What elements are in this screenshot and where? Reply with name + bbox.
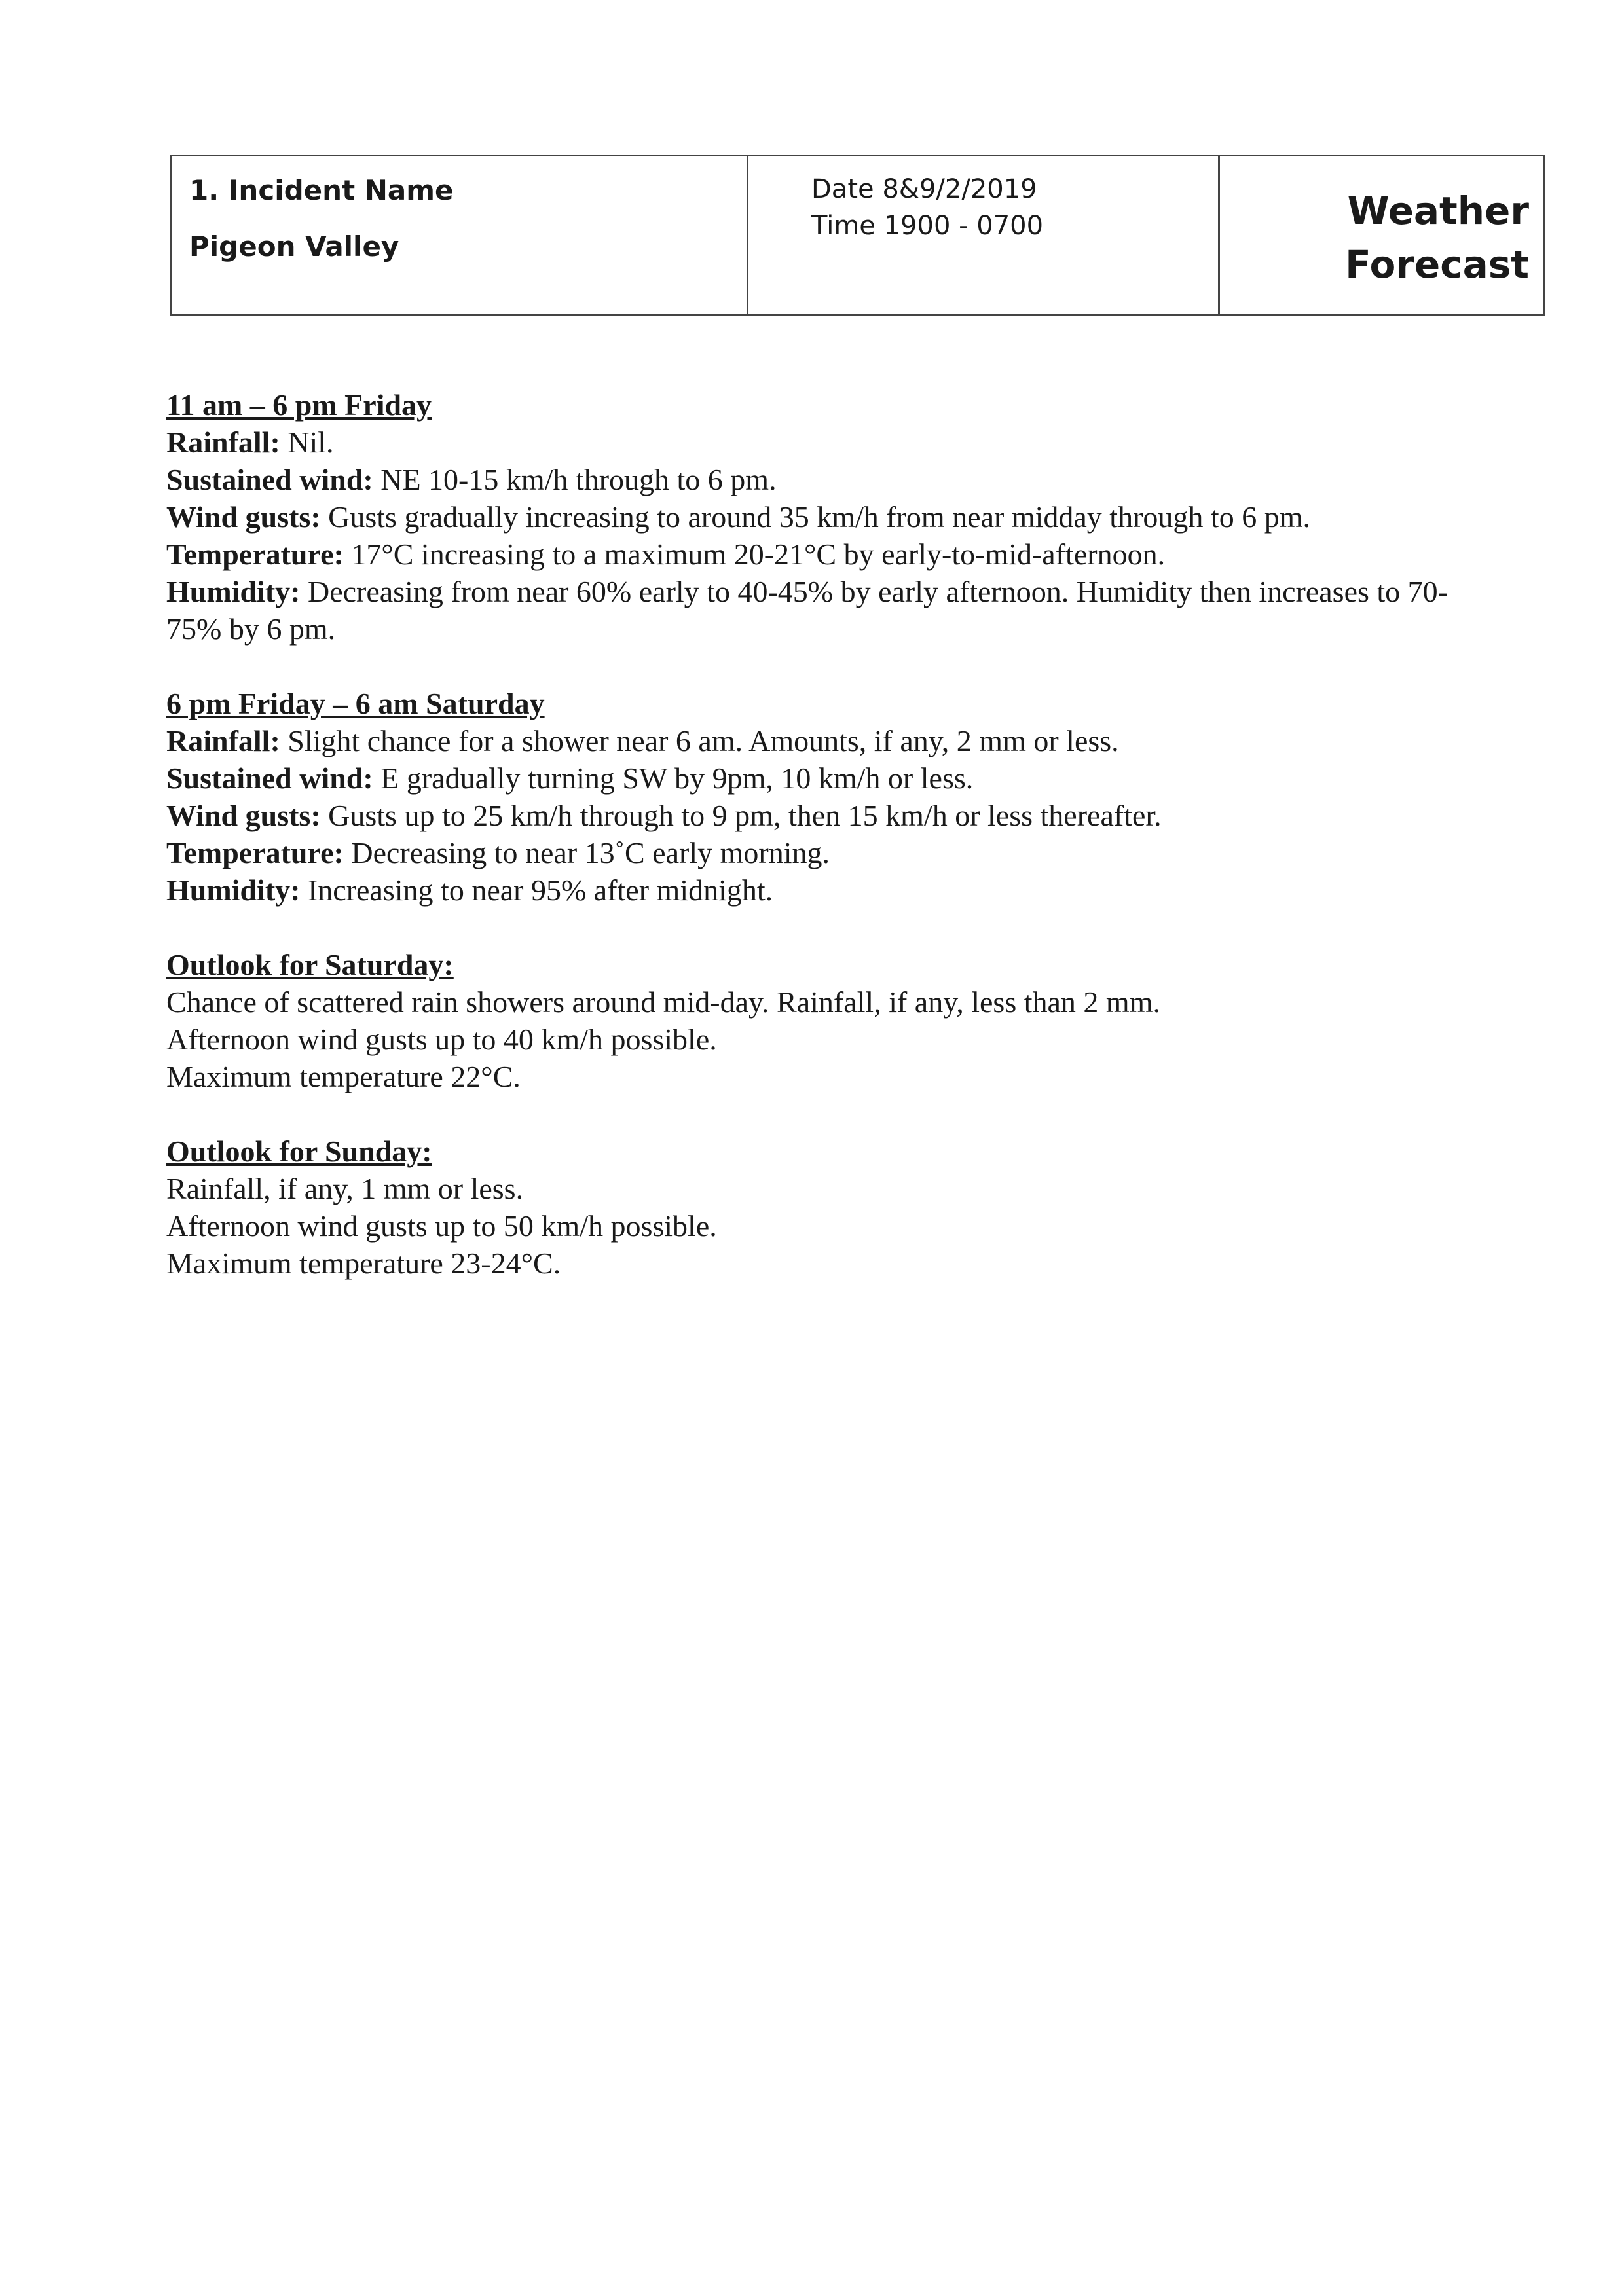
forecast-item-sustained-wind <box>166 461 1476 498</box>
incident-name-value: Pigeon Valley <box>189 230 399 263</box>
forecast-item-rainfall <box>166 722 1476 759</box>
forecast-body <box>166 386 1476 1319</box>
item-label: Wind gusts: <box>166 799 321 832</box>
item-text: 17°C increasing to a maximum 20-21°C by early-to-mid-afternoon. <box>343 538 1166 571</box>
date-line: Date 8&9/2/2019 <box>811 174 1037 204</box>
outlook-line: Rainfall, if any, 1 mm or less. <box>166 1172 524 1205</box>
incident-name-cell <box>172 156 748 314</box>
item-text: NE 10-15 km/h through to 6 pm. <box>373 463 777 496</box>
forecast-item-sustained-wind <box>166 759 1476 797</box>
item-text: Slight chance for a shower near 6 am. Amounts, if any, 2 mm or less. <box>280 724 1119 757</box>
incident-header-table <box>170 155 1545 316</box>
date-time-cell <box>748 156 1220 314</box>
incident-name-label: 1. Incident Name <box>189 174 454 206</box>
forecast-item-temperature <box>166 536 1476 573</box>
forecast-item-temperature <box>166 834 1476 871</box>
forecast-item-wind-gusts <box>166 498 1476 536</box>
forecast-item-humidity <box>166 573 1476 647</box>
outlook-line: Maximum temperature 23-24°C. <box>166 1247 561 1280</box>
forecast-item-wind-gusts <box>166 797 1476 834</box>
item-text: Nil. <box>280 426 334 459</box>
time-line: Time 1900 - 0700 <box>811 211 1044 241</box>
item-label: Sustained wind: <box>166 761 373 795</box>
section-heading: Outlook for Saturday: <box>166 948 454 981</box>
outlook-line: Afternoon wind gusts up to 50 km/h possible. <box>166 1209 717 1243</box>
item-text: Gusts up to 25 km/h through to 9 pm, then 15 km/h or less thereafter. <box>320 799 1162 832</box>
item-label: Temperature: <box>166 836 344 869</box>
item-text: E gradually turning SW by 9pm, 10 km/h or less. <box>373 761 974 795</box>
item-label: Temperature: <box>166 538 344 571</box>
item-label: Sustained wind: <box>166 463 373 496</box>
section-heading: 11 am – 6 pm Friday <box>166 388 432 422</box>
outlook-line: Chance of scattered rain showers around mid-day. Rainfall, if any, less than 2 mm. <box>166 985 1160 1019</box>
document-title-line-2: Forecast <box>1345 242 1529 287</box>
section-outlook-saturday <box>166 946 1476 1095</box>
item-text: Increasing to near 95% after midnight. <box>300 873 773 907</box>
item-label: Wind gusts: <box>166 500 321 534</box>
forecast-item-humidity <box>166 871 1476 909</box>
document-title-line-1: Weather <box>1347 189 1529 233</box>
section-outlook-sunday <box>166 1133 1476 1282</box>
outlook-line: Afternoon wind gusts up to 40 km/h possible. <box>166 1023 717 1056</box>
outlook-line: Maximum temperature 22°C. <box>166 1060 521 1093</box>
forecast-item-rainfall <box>166 424 1476 461</box>
item-text: Decreasing from near 60% early to 40-45% by early afternoon. Humidity then increases to 70-75% by 6 pm. <box>166 575 1448 646</box>
item-label: Rainfall: <box>166 426 280 459</box>
section-heading: Outlook for Sunday: <box>166 1135 432 1168</box>
item-label: Humidity: <box>166 873 301 907</box>
section-heading: 6 pm Friday – 6 am Saturday <box>166 687 545 720</box>
section-friday-night <box>166 685 1476 909</box>
item-text: Decreasing to near 13˚C early morning. <box>343 836 830 869</box>
item-label: Humidity: <box>166 575 301 608</box>
item-label: Rainfall: <box>166 724 280 757</box>
item-text: Gusts gradually increasing to around 35 km/h from near midday through to 6 pm. <box>320 500 1310 534</box>
section-friday-day <box>166 386 1476 647</box>
document-title-cell <box>1220 156 1543 314</box>
